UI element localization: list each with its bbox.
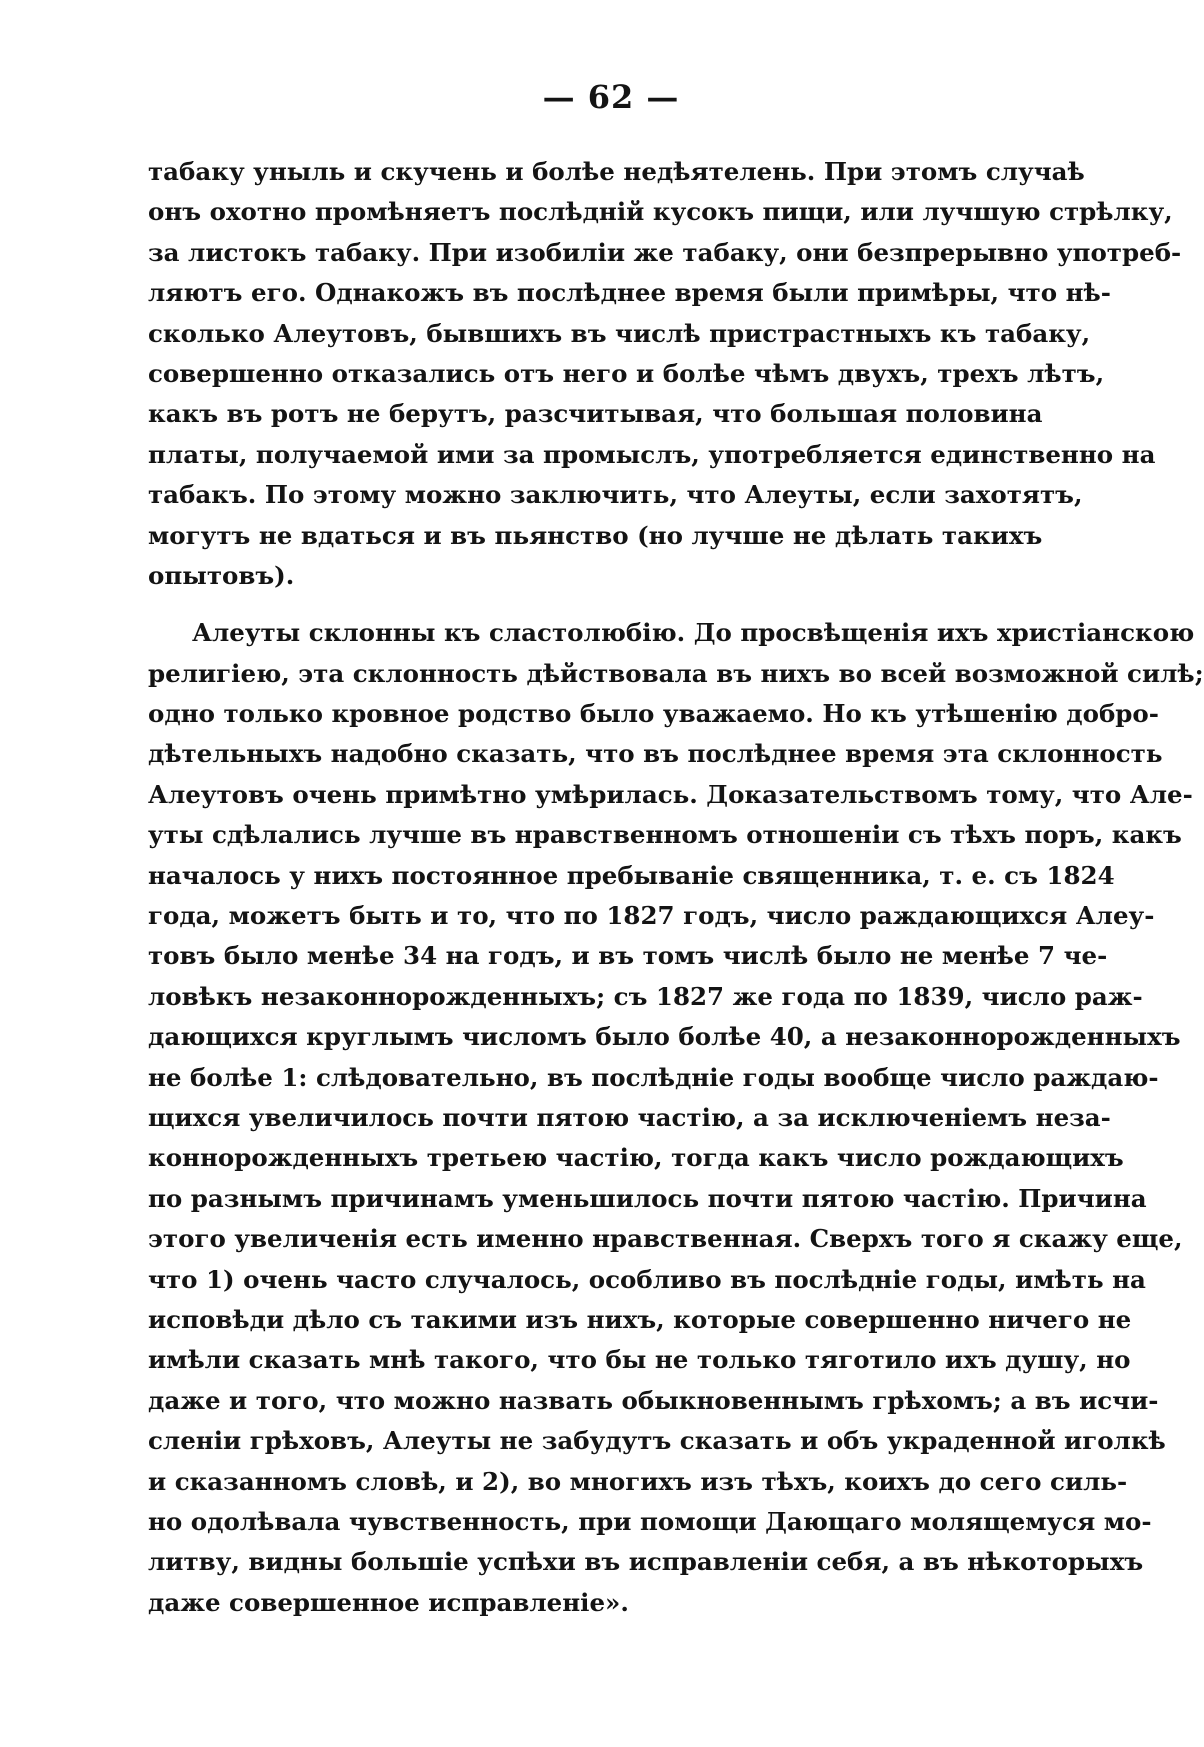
paragraph-1 [148, 152, 1182, 596]
text-line: ляютъ его. Однакожъ въ послѣднее время были примѣры, что нѣ- [148, 278, 1111, 308]
text-line: Алеутовъ очень примѣтно умѣрилась. Доказательствомъ тому, что Але- [148, 779, 1193, 809]
text-line: Алеуты склонны къ сластолюбію. До просвѣщенія ихъ христіанскою [192, 618, 1195, 648]
text-line: этого увеличенія есть именно нравственная. Сверхъ того я скажу еще, [148, 1224, 1183, 1254]
text-line: ловѣкъ незаконнорожденныхъ; съ 1827 же года по 1839, число раж- [148, 981, 1143, 1011]
page-number: — 62 — [542, 78, 680, 116]
text-line: онъ охотно промѣняетъ послѣдній кусокъ пищи, или лучшую стрѣлку, [148, 197, 1173, 227]
text-line: одно только кровное родство было уважаемо. Но къ утѣшенію добро- [148, 699, 1159, 729]
text-line: и сказанномъ словѣ, и 2), во многихъ изъ тѣхъ, коихъ до сего силь- [148, 1466, 1128, 1496]
text-line: товъ было менѣе 34 на годъ, и въ томъ числѣ было не менѣе 7 че- [148, 941, 1108, 971]
text-line: религіею, эта склонность дѣйствовала въ нихъ во всей возможной силѣ; [148, 658, 1204, 688]
paragraph-2 [148, 613, 1204, 1623]
text-line: дающихся круглымъ числомъ было болѣе 40, а незаконнорожденныхъ [148, 1022, 1181, 1052]
text-line: началось у нихъ постоянное пребываніе священника, т. е. съ 1824 [148, 860, 1115, 890]
text-line: табакъ. По этому можно заключить, что Алеуты, если захотятъ, [148, 480, 1083, 510]
text-line: не болѣе 1: слѣдовательно, въ послѣдніе годы вообще число раждаю- [148, 1062, 1159, 1092]
text-line: могутъ не вдаться и въ пьянство (но лучше не дѣлать такихъ [148, 520, 1043, 550]
text-line: но одолѣвала чувственность, при помощи Дающаго молящемуся мо- [148, 1506, 1152, 1536]
text-line: щихся увеличилось почти пятою частію, а за исключеніемъ неза- [148, 1102, 1111, 1132]
text-line: даже и того, что можно назвать обыкновеннымъ грѣхомъ; а въ исчи- [148, 1385, 1159, 1415]
text-line: уты сдѣлались лучше въ нравственномъ отношеніи съ тѣхъ поръ, какъ [148, 820, 1182, 850]
text-line: платы, получаемой ими за промыслъ, употребляется единственно на [148, 439, 1156, 469]
paragraph-gap [148, 596, 1038, 613]
text-line: даже совершенное исправленіе». [148, 1587, 629, 1617]
text-line: опытовъ). [148, 560, 295, 590]
text-line: совершенно отказались отъ него и болѣе чѣмъ двухъ, трехъ лѣтъ, [148, 358, 1105, 388]
text-line: года, можетъ быть и то, что по 1827 годъ, число раждающихся Алеу- [148, 901, 1155, 931]
text-line: дѣтельныхъ надобно сказать, что въ послѣднее время эта склонность [148, 739, 1163, 769]
text-line: коннорожденныхъ третьею частію, тогда какъ число рождающихъ [148, 1143, 1124, 1173]
text-line: литву, видны большіе успѣхи въ исправленіи себя, а въ нѣкоторыхъ [148, 1547, 1144, 1577]
text-line: по разнымъ причинамъ уменьшилось почти пятою частію. Причина [148, 1183, 1147, 1213]
text-line: что 1) очень часто случалось, особливо въ послѣдніе годы, имѣть на [148, 1264, 1146, 1294]
text-line: какъ въ ротъ не берутъ, разсчитывая, что большая половина [148, 399, 1043, 429]
text-line: табаку уныль и скучень и болѣе недѣятелень. При этомъ случаѣ [148, 157, 1085, 186]
text-line: сленіи грѣховъ, Алеуты не забудутъ сказать и объ украденной иголкѣ [148, 1426, 1166, 1456]
text-line: имѣли сказать мнѣ такого, что бы не только тяготило ихъ душу, но [148, 1345, 1131, 1375]
text-line: сколько Алеутовъ, бывшихъ въ числѣ пристрастныхъ къ табаку, [148, 318, 1091, 348]
text-line: исповѣди дѣло съ такими изъ нихъ, которые совершенно ничего не [148, 1304, 1132, 1334]
text-line: за листокъ табаку. При изобиліи же табаку, они безпрерывно употреб- [148, 237, 1182, 267]
